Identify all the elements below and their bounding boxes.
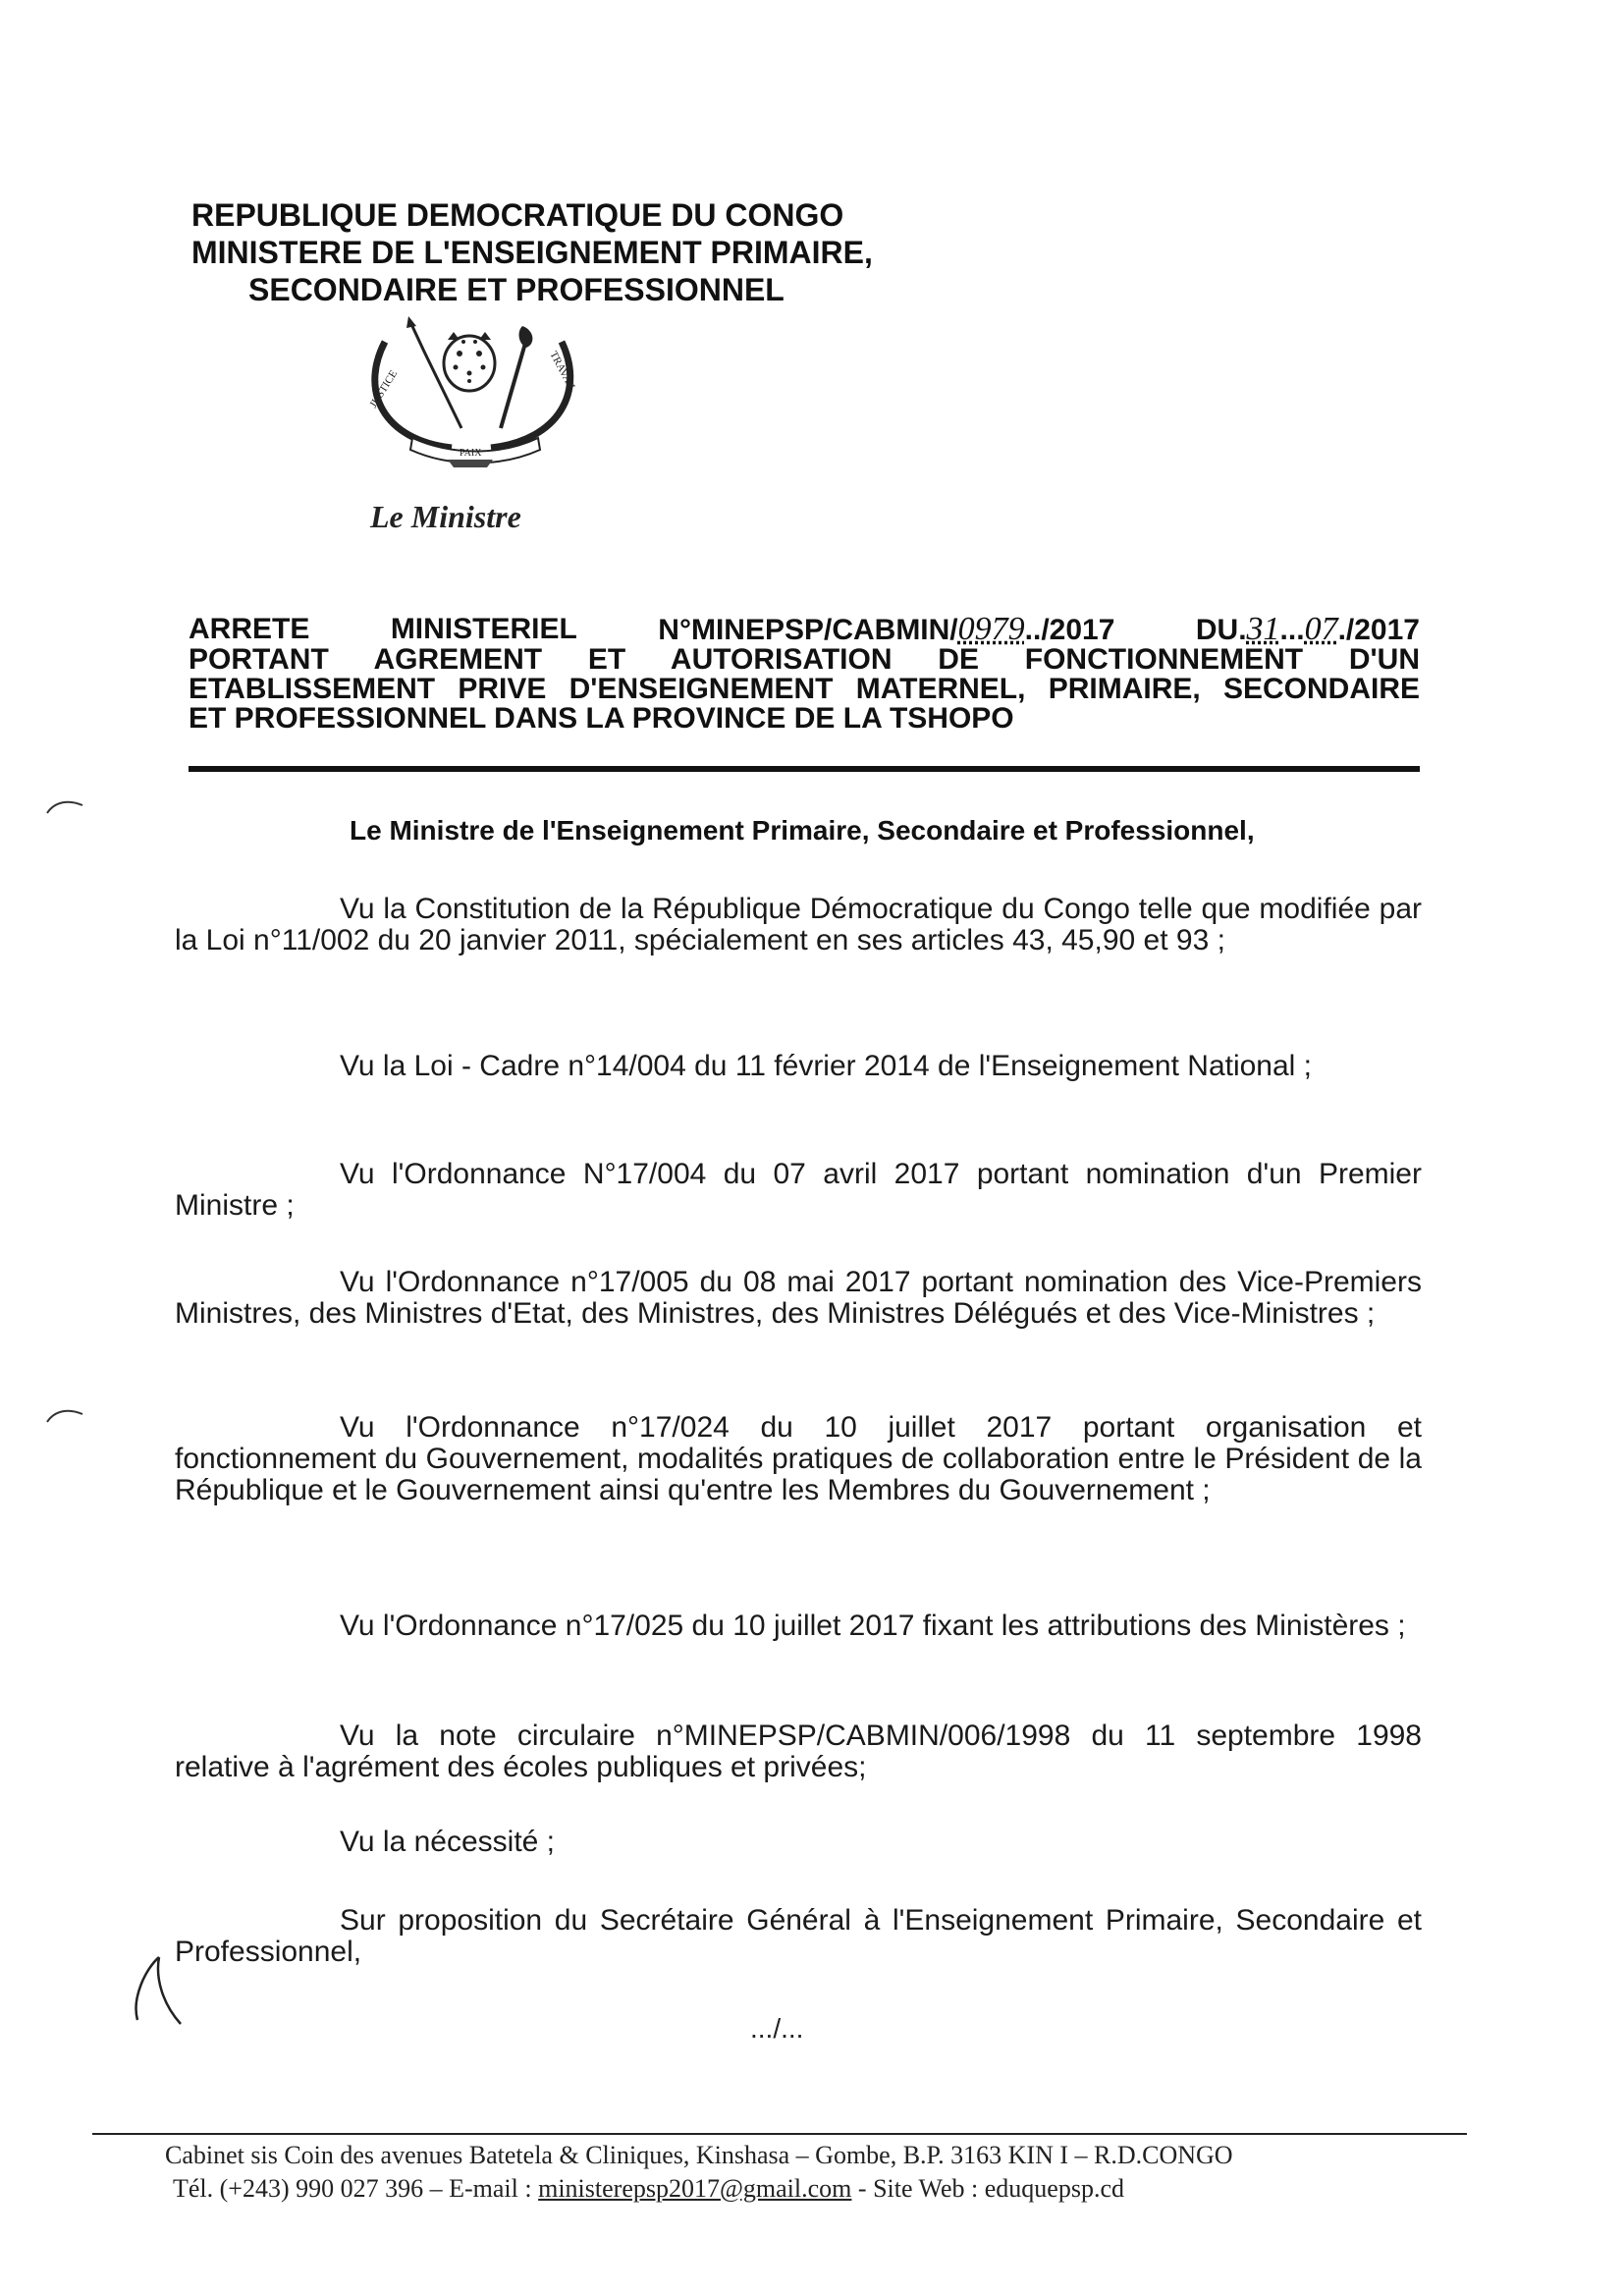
title-divider	[189, 766, 1420, 772]
letterhead-ministry: MINISTERE DE L'ENSEIGNEMENT PRIMAIRE,	[191, 235, 873, 270]
decree-date-day: 31	[1246, 611, 1280, 647]
decree-number-handwritten: 0979	[957, 611, 1025, 647]
preamble-paragraph: Vu la Constitution de la République Démocratique du Congo telle que modifiée par la Loi n°11/002 du 20 janvier 2011, spécialement en ses articles 43, 45,90 et 93 ;	[175, 893, 1422, 956]
footer-contact: Tél. (+243) 990 027 396 – E-mail : ministerepsp2017@gmail.com - Site Web : eduquepsp.cd	[173, 2174, 1125, 2203]
footer-divider	[92, 2133, 1467, 2135]
decree-date: DU.31...07./2017	[1195, 611, 1420, 647]
svg-text:JUSTICE: JUSTICE	[367, 367, 401, 410]
decree-reference-line	[189, 611, 1420, 647]
minister-signature-title: Le Ministre	[370, 499, 521, 534]
footer	[165, 2139, 1441, 2206]
decree-word-arrete: ARRETE	[189, 613, 310, 645]
letterhead	[191, 196, 873, 308]
coat-of-arms-icon	[353, 312, 589, 469]
footer-address: Cabinet sis Coin des avenues Batetela & Cliniques, Kinshasa – Gombe, B.P. 3163 KIN I – R.D.CONGO	[165, 2141, 1233, 2169]
preamble-paragraph: Vu l'Ordonnance N°17/004 du 07 avril 2017 portant nomination d'un Premier Ministre ;	[175, 1158, 1422, 1222]
decree-number: N°MINEPSP/CABMIN/0979../2017	[658, 611, 1115, 647]
footer-email-link[interactable]: ministerepsp2017@gmail.com	[538, 2174, 852, 2203]
handwritten-initial-icon	[128, 1949, 187, 2028]
svg-text:PAIX: PAIX	[460, 448, 482, 459]
decree-date-month: 07	[1304, 611, 1338, 647]
preamble-paragraph: Vu l'Ordonnance n°17/005 du 08 mai 2017 portant nomination des Vice-Premiers Ministres, des Ministres d'Etat, des Ministres, des Ministres Délégués et des Vice-Ministres ;	[175, 1266, 1422, 1330]
preamble-paragraph: Vu l'Ordonnance n°17/025 du 10 juillet 2017 fixant les attributions des Ministères ;	[340, 1610, 1406, 1642]
minister-intro: Le Ministre de l'Enseignement Primaire, Secondaire et Professionnel,	[350, 815, 1255, 846]
continuation-mark: .../...	[750, 2013, 804, 2044]
letterhead-ministry-sub: SECONDAIRE ET PROFESSIONNEL	[248, 272, 785, 307]
preamble-paragraph: Vu la note circulaire n°MINEPSP/CABMIN/006/1998 du 11 septembre 1998 relative à l'agrément des écoles publiques et privées;	[175, 1720, 1422, 1783]
decree-title	[189, 611, 1420, 735]
decree-title-line-3: ETABLISSEMENT PRIVE D'ENSEIGNEMENT MATERNEL, PRIMAIRE, SECONDAIRE	[189, 673, 1420, 705]
letterhead-country: REPUBLIQUE DEMOCRATIQUE DU CONGO	[191, 197, 844, 233]
preamble-paragraph: Vu la Loi - Cadre n°14/004 du 11 février 2014 de l'Enseignement National ;	[340, 1050, 1313, 1082]
margin-mark-icon	[45, 1406, 84, 1426]
preamble-paragraph: Vu la nécessité ;	[340, 1826, 556, 1858]
decree-word-ministeriel: MINISTERIEL	[390, 613, 577, 645]
decree-title-line-2: PORTANT AGREMENT ET AUTORISATION DE FONCTIONNEMENT D'UN	[189, 643, 1420, 676]
preamble-paragraph: Sur proposition du Secrétaire Général à l'Enseignement Primaire, Secondaire et Professionnel,	[175, 1904, 1422, 1968]
margin-mark-icon	[45, 797, 84, 817]
preamble-paragraph: Vu l'Ordonnance n°17/024 du 10 juillet 2017 portant organisation et fonctionnement du Gouvernement, modalités pratiques de collaboration entre le Président de la République et le Gouvernement ainsi qu'entre les Membres du Gouvernement ;	[175, 1411, 1422, 1506]
svg-text:TRAVAIL: TRAVAIL	[547, 349, 579, 395]
decree-title-line-4: ET PROFESSIONNEL DANS LA PROVINCE DE LA TSHOPO	[189, 702, 1014, 735]
